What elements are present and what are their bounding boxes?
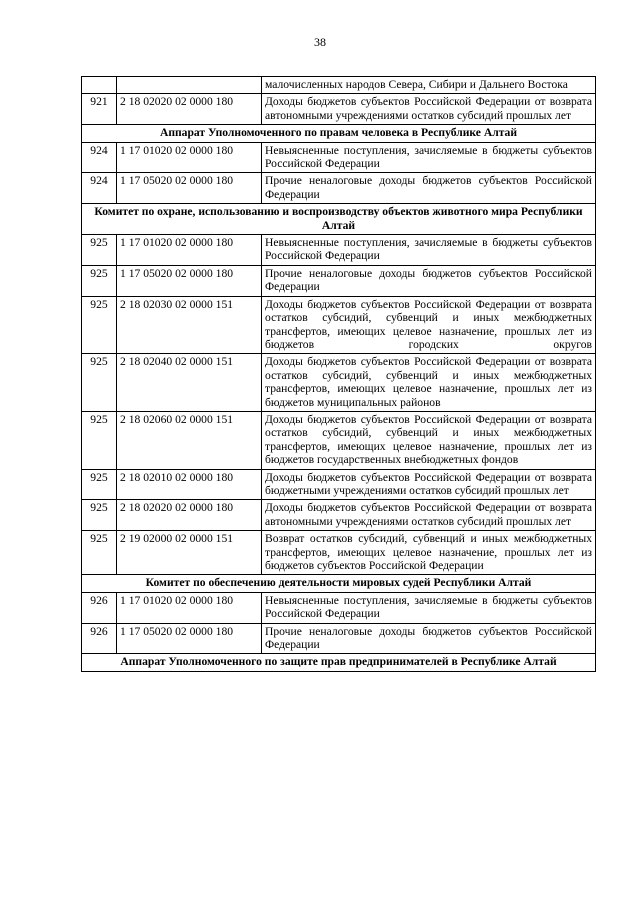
revenue-description: Доходы бюджетов субъектов Российской Федерации от возврата автономными учреждениями остатков субсидий прошлых лет [262, 94, 596, 125]
page-number: 38 [314, 35, 326, 49]
table-row [82, 500, 596, 531]
revenue-description: Невыясненные поступления, зачисляемые в бюджеты субъектов Российской Федерации [262, 235, 596, 266]
revenue-code: 1 17 05020 02 0000 180 [117, 265, 262, 296]
revenue-description: Прочие неналоговые доходы бюджетов субъектов Российской Федерации [262, 265, 596, 296]
revenue-code: 2 19 02000 02 0000 151 [117, 531, 262, 575]
table-row [82, 94, 596, 125]
table-row [82, 265, 596, 296]
revenue-description: Доходы бюджетов субъектов Российской Федерации от возврата бюджетными учреждениями остатков субсидий прошлых лет [262, 469, 596, 500]
table-row [82, 623, 596, 654]
section-header-row [82, 654, 596, 671]
revenue-code: 2 18 02020 02 0000 180 [117, 500, 262, 531]
revenue-code: 1 17 05020 02 0000 180 [117, 173, 262, 204]
revenue-code: 2 18 02020 02 0000 180 [117, 94, 262, 125]
section-title: Комитет по обеспечению деятельности мировых судей Республики Алтай [82, 575, 596, 592]
section-header-row [82, 204, 596, 235]
section-title: Аппарат Уполномоченного по защите прав предпринимателей в Республике Алтай [82, 654, 596, 671]
revenue-description: Невыясненные поступления, зачисляемые в бюджеты субъектов Российской Федерации [262, 592, 596, 623]
revenue-description: Доходы бюджетов субъектов Российской Федерации от возврата автономными учреждениями остатков субсидий прошлых лет [262, 500, 596, 531]
revenue-code [117, 77, 262, 94]
administrator-code: 925 [82, 296, 117, 354]
table-row [82, 469, 596, 500]
revenue-code: 2 18 02060 02 0000 151 [117, 411, 262, 469]
revenue-description: Прочие неналоговые доходы бюджетов субъектов Российской Федерации [262, 623, 596, 654]
revenue-description: Доходы бюджетов субъектов Российской Федерации от возврата остатков субсидий, субвенций и иных межбюджетных трансфертов, имеющих целевое назначение, прошлых лет из бюджетов муниципальных районов [262, 354, 596, 412]
revenue-description: Доходы бюджетов субъектов Российской Федерации от возврата остатков субсидий, субвенций и иных межбюджетных трансфертов, имеющих целевое назначение, прошлых лет из бюджетов государственных внебюджетных фондов [262, 411, 596, 469]
administrator-code: 925 [82, 354, 117, 412]
revenue-description: Прочие неналоговые доходы бюджетов субъектов Российской Федерации [262, 173, 596, 204]
section-header-row [82, 575, 596, 592]
revenue-code: 2 18 02030 02 0000 151 [117, 296, 262, 354]
revenue-description: Возврат остатков субсидий, субвенций и иных межбюджетных трансфертов, имеющих целевое назначение, прошлых лет из бюджетов субъектов Российской Федерации [262, 531, 596, 575]
revenue-code: 1 17 01020 02 0000 180 [117, 142, 262, 173]
section-title: Аппарат Уполномоченного по правам человека в Республике Алтай [82, 125, 596, 142]
revenue-description: Невыясненные поступления, зачисляемые в бюджеты субъектов Российской Федерации [262, 142, 596, 173]
administrator-code: 925 [82, 265, 117, 296]
administrator-code: 925 [82, 531, 117, 575]
table-row [82, 592, 596, 623]
table-row [82, 296, 596, 354]
administrator-code: 924 [82, 173, 117, 204]
table-row [82, 77, 596, 94]
revenue-code: 1 17 05020 02 0000 180 [117, 623, 262, 654]
administrator-code: 924 [82, 142, 117, 173]
revenue-codes-table [81, 76, 596, 672]
administrator-code: 925 [82, 469, 117, 500]
administrator-code: 925 [82, 500, 117, 531]
administrator-code: 925 [82, 235, 117, 266]
table-row [82, 354, 596, 412]
revenue-code: 2 18 02040 02 0000 151 [117, 354, 262, 412]
revenue-code: 2 18 02010 02 0000 180 [117, 469, 262, 500]
section-header-row [82, 125, 596, 142]
table-row [82, 235, 596, 266]
administrator-code: 921 [82, 94, 117, 125]
revenue-code: 1 17 01020 02 0000 180 [117, 235, 262, 266]
revenue-description: малочисленных народов Севера, Сибири и Дальнего Востока [262, 77, 596, 94]
section-title: Комитет по охране, использованию и воспроизводству объектов животного мира Республики Алтай [82, 204, 596, 235]
table-row [82, 531, 596, 575]
administrator-code [82, 77, 117, 94]
table-row [82, 142, 596, 173]
revenue-description: Доходы бюджетов субъектов Российской Федерации от возврата остатков субсидий, субвенций и иных межбюджетных трансфертов, имеющих целевое назначение, прошлых лет из бюджетов городских округов [262, 296, 596, 354]
revenue-code: 1 17 01020 02 0000 180 [117, 592, 262, 623]
administrator-code: 926 [82, 623, 117, 654]
table-body [82, 77, 596, 672]
table-row [82, 411, 596, 469]
administrator-code: 925 [82, 411, 117, 469]
administrator-code: 926 [82, 592, 117, 623]
table-row [82, 173, 596, 204]
